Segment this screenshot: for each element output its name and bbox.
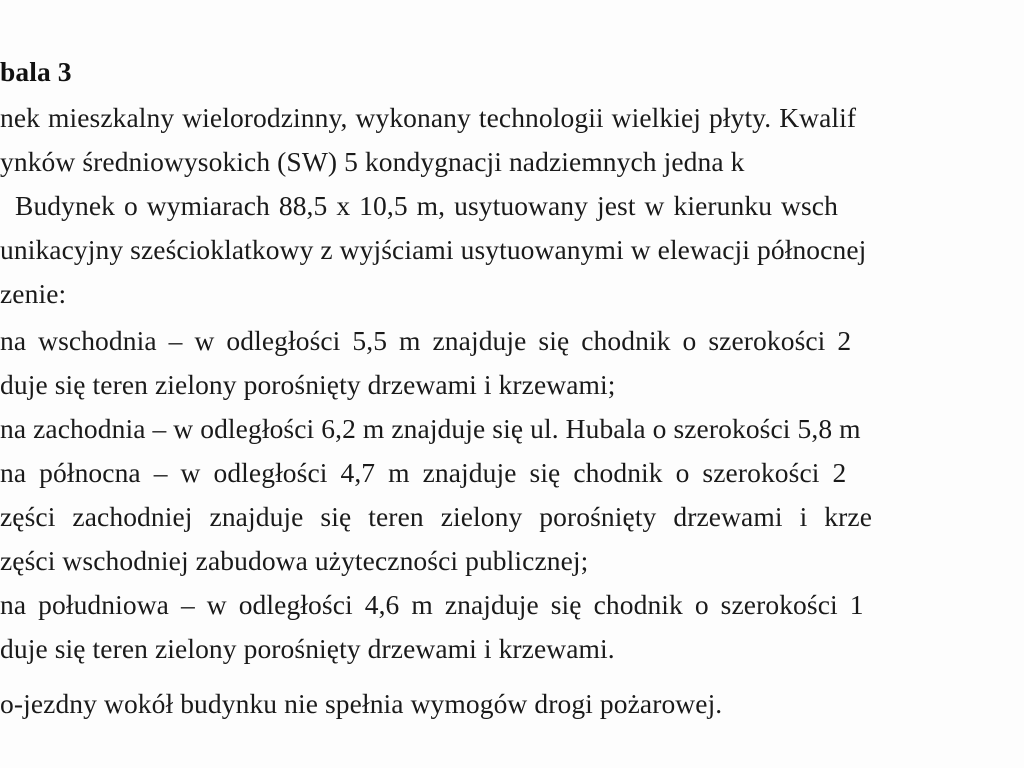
list-item-north-cont-2: zęści wschodniej zabudowa użyteczności publicznej; (0, 545, 589, 576)
paragraph-line-1: nek mieszkalny wielorodzinny, wykonany technologii wielkiej płyty. Kwalif (0, 102, 857, 133)
paragraph-line-4: unikacyjny sześcioklatkowy z wyjściami usytuowanymi w elewacji północnej (0, 234, 867, 265)
list-item-north: na północna – w odległości 4,7 m znajduje się chodnik o szerokości 2 (0, 457, 847, 488)
list-item-north-cont-1: zęści zachodniej znajduje się teren zielony porośnięty drzewami i krze (0, 501, 873, 532)
list-item-south-cont: duje się teren zielony porośnięty drzewami i krzewami. (0, 633, 615, 664)
list-item-west: na zachodnia – w odległości 6,2 m znajduje się ul. Hubala o szerokości 5,8 m (0, 413, 861, 444)
paragraph-line-2: ynków średniowysokich (SW) 5 kondygnacji nadziemnych jedna k (0, 146, 745, 177)
list-item-east-cont: duje się teren zielony porośnięty drzewami i krzewami; (0, 369, 616, 400)
paragraph-line-3: Budynek o wymiarach 88,5 x 10,5 m, usytuowany jest w kierunku wsch (15, 190, 838, 221)
closing-line: o-jezdny wokół budynku nie spełnia wymogów drogi pożarowej. (0, 688, 723, 719)
paragraph-line-5: zenie: (0, 278, 67, 309)
list-item-south: na południowa – w odległości 4,6 m znajduje się chodnik o szerokości 1 (0, 589, 864, 620)
list-item-east: na wschodnia – w odległości 5,5 m znajduje się chodnik o szerokości 2 (0, 325, 852, 356)
section-title: bala 3 (0, 56, 72, 87)
